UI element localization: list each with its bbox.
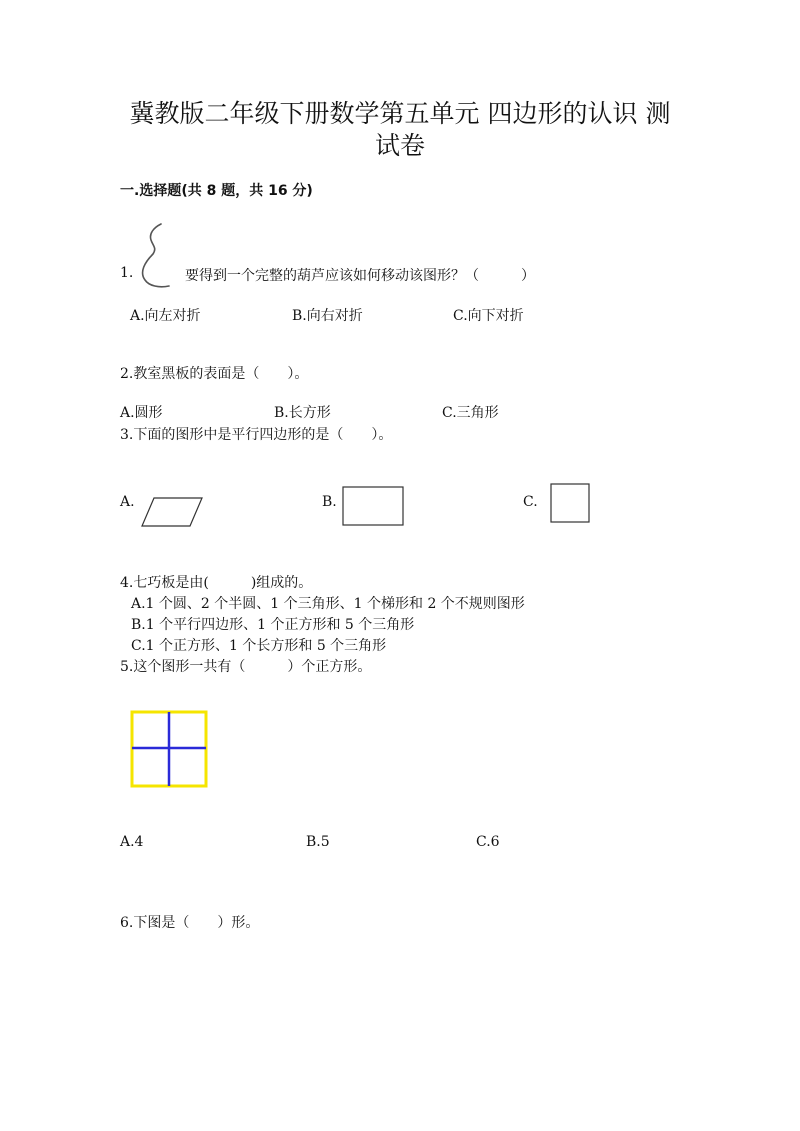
q4-option-a[interactable]: A.1 个圆、2 个半圆、1 个三角形、1 个梯形和 2 个不规则图形 (131, 596, 525, 612)
page-title-line2: 试卷 (374, 131, 425, 160)
q1-text: 要得到一个完整的葫芦应该如何移动该图形？（ ） (185, 268, 535, 284)
q1-option-b[interactable]: B.向右对折 (292, 308, 363, 324)
q5-option-a[interactable]: A.4 (120, 834, 144, 850)
q1-option-c[interactable]: C.向下对折 (453, 308, 524, 324)
q2-option-b[interactable]: B.长方形 (274, 405, 331, 421)
q2-option-c[interactable]: C.三角形 (442, 405, 499, 421)
cross-square-figure (130, 710, 208, 788)
q5-text: 5.这个图形一共有（ ）个正方形。 (120, 659, 372, 675)
q4-option-c[interactable]: C.1 个正方形、1 个长方形和 5 个三角形 (131, 638, 387, 654)
q4-option-b[interactable]: B.1 个平行四边形、1 个正方形和 5 个三角形 (131, 617, 415, 633)
gourd-half-figure (135, 222, 175, 290)
q4-text: 4.七巧板是由( )组成的。 (120, 575, 313, 591)
q2-option-a[interactable]: A.圆形 (120, 405, 163, 421)
rectangle-figure (342, 486, 404, 526)
q3-text: 3.下面的图形中是平行四边形的是（ ）。 (120, 427, 393, 443)
q3-option-c[interactable]: C. (523, 494, 538, 510)
page-title-line1: 冀教版二年级下册数学第五单元 四边形的认识 测 (129, 99, 671, 128)
q2-text: 2.教室黑板的表面是（ ）。 (120, 366, 309, 382)
square-figure (550, 483, 590, 523)
q5-option-b[interactable]: B.5 (306, 834, 330, 850)
q6-text: 6.下图是（ ）形。 (120, 915, 260, 931)
q3-option-b[interactable]: B. (322, 494, 337, 510)
parallelogram-figure (140, 497, 204, 527)
section-heading: 一.选择题(共 8 题，共 16 分) (120, 183, 313, 199)
q5-option-c[interactable]: C.6 (476, 834, 500, 850)
q1-number: 1. (120, 265, 134, 281)
q1-option-a[interactable]: A.向左对折 (130, 308, 201, 324)
q3-option-a[interactable]: A. (120, 494, 135, 510)
